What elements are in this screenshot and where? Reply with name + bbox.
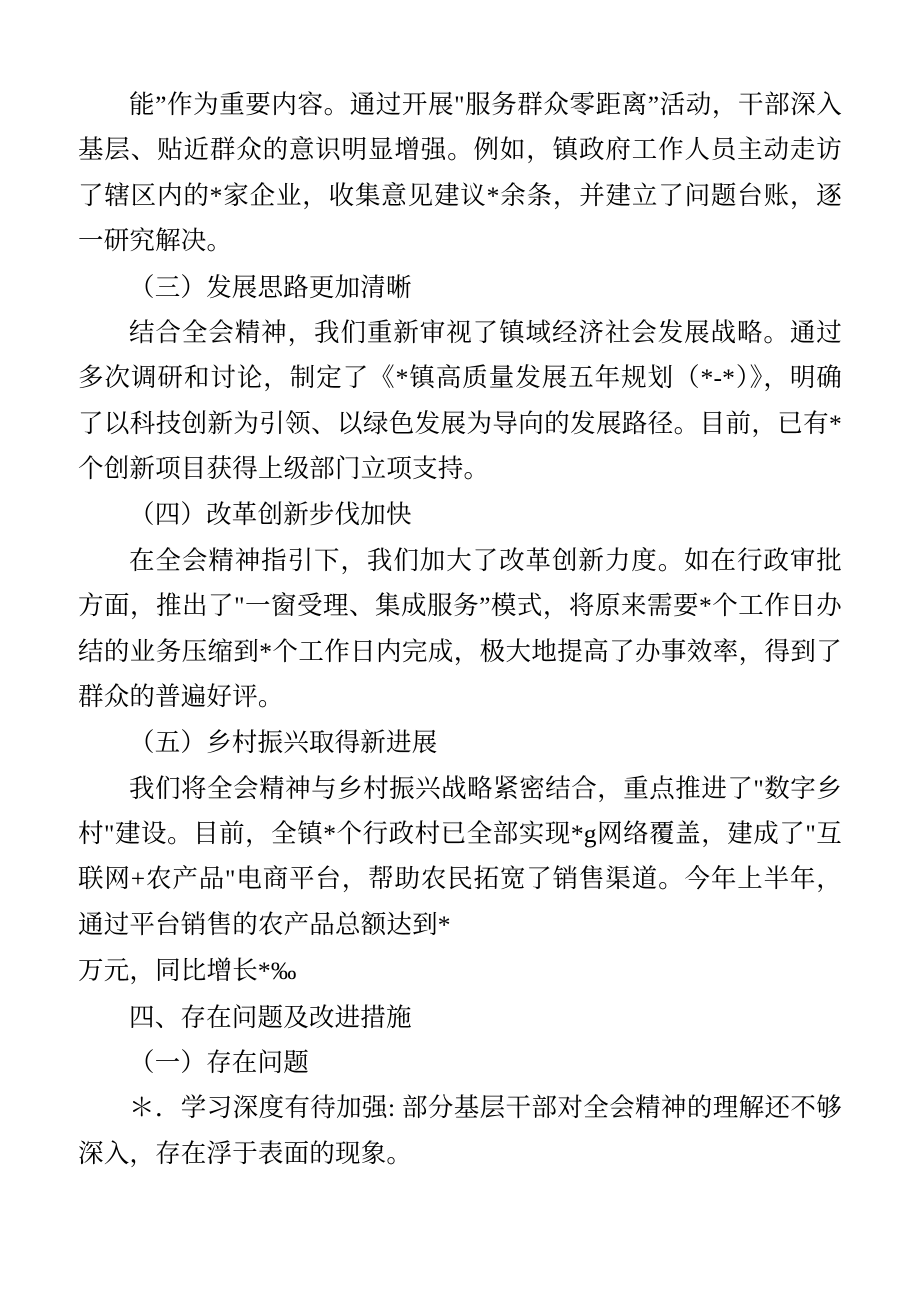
body-paragraph: 我们将全会精神与乡村振兴战略紧密结合，重点推进了"数字乡村"建设。目前，全镇*个行政村已全部实现*g网络覆盖，建成了"互联网+农产品"电商平台，帮助农民拓宽了销售渠道。今年上半年，通过平台销售的农产品总额达到* — [78, 773, 842, 939]
body-paragraph: 结合全会精神，我们重新审视了镇域经济社会发展战略。通过多次调研和讨论，制定了《*镇高质量发展五年规划（*-*）》，明确了以科技创新为引领、以绿色发展为导向的发展路径。目前，已有*个创新项目获得上级部门立项支持。 — [78, 317, 842, 483]
section-heading-one: （一）存在问题 — [129, 1047, 309, 1077]
body-paragraph: 在全会精神指引下，我们加大了改革创新力度。如在行政审批方面，推出了"一窗受理、集成服务”模式，将原来需要*个工作日办结的业务压缩到*个工作日内完成，极大地提高了办事效率，得到了群众的普遍好评。 — [78, 545, 842, 711]
section-heading-three: （三）发展思路更加清晰 — [129, 272, 412, 302]
section-heading-five: （五）乡村振兴取得新进展 — [129, 728, 438, 758]
body-paragraph: ＊．学习深度有待加强: 部分基层干部对全会精神的理解还不够深入，存在浮于表面的现象。 — [78, 1093, 842, 1168]
section-heading-four: （四）改革创新步伐加快 — [129, 500, 412, 530]
chapter-heading-four: 四、存在问题及改进措施 — [129, 1002, 412, 1032]
body-paragraph: 能”作为重要内容。通过开展"服务群众零距离”活动，干部深入基层、贴近群众的意识明显增强。例如，镇政府工作人员主动走访了辖区内的*家企业，收集意见建议*余条，并建立了问题台账，逐一研究解决。 — [78, 90, 842, 256]
body-paragraph-continuation: 万元，同比增长*‰ — [78, 956, 297, 986]
document-body — [78, 82, 842, 1176]
